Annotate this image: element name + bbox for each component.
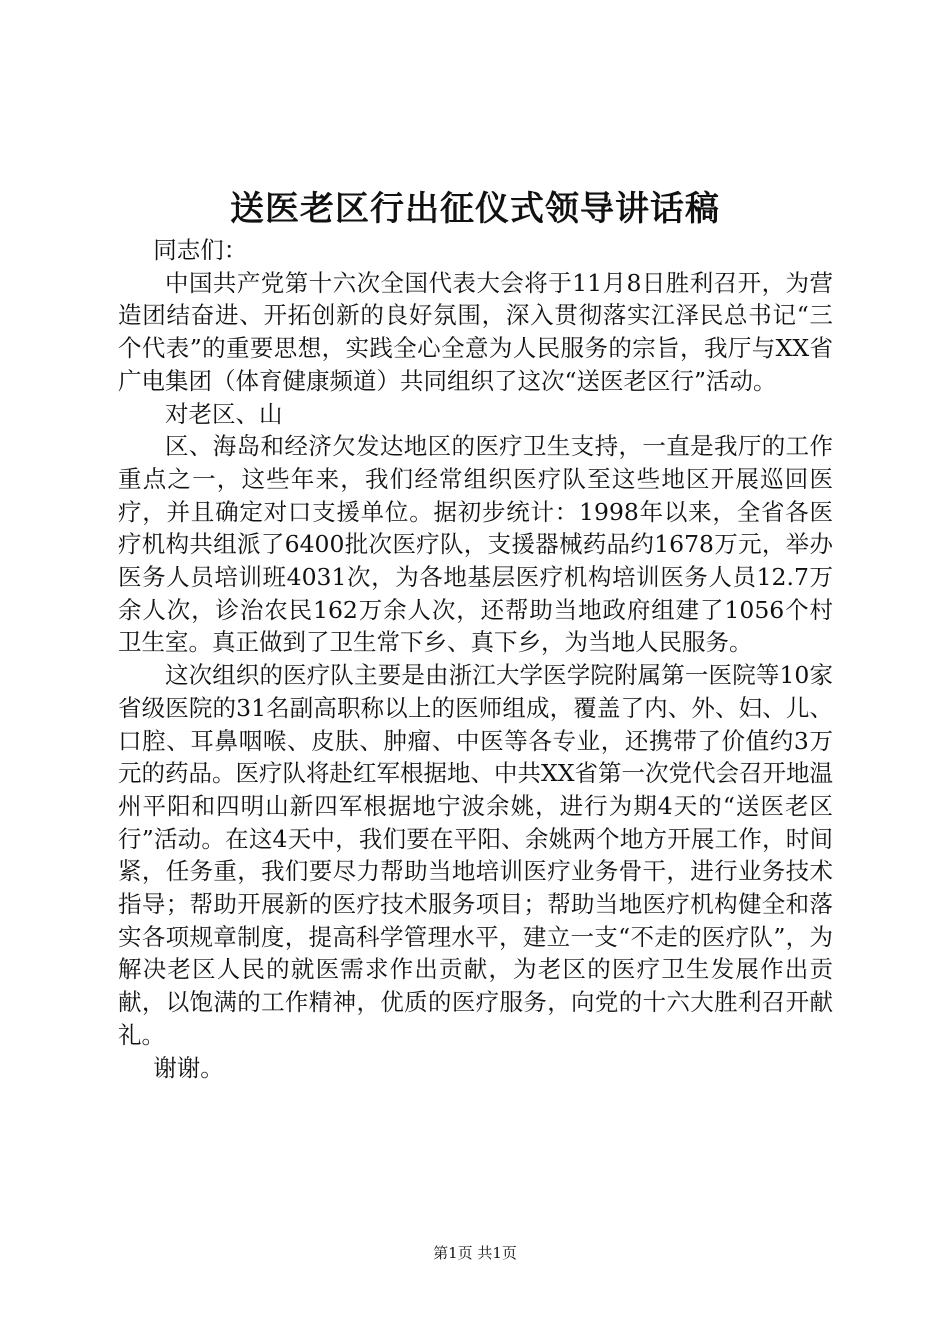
paragraph-fragment: 对老区、山 [165, 399, 283, 428]
salutation: 同志们： [153, 236, 248, 264]
paragraph-support: 区、海岛和经济欠发达地区的医疗卫生支持，一直是我厅的工作重点之一，这些年来，我们经常组织医疗队至这些地区开展巡回医疗，并且确定对口支援单位。据初步统计：1998年以来，全省各医疗机构共组派了6400批次医疗队，支援器械药品约1678万元，举办医务人员培训班4031次，为各地基层医疗机构培训医务人员12.7万余人次，诊治农民162万余人次，还帮助当地政府组建了1056个村卫生室。真正做到了卫生常下乡、真下乡，为当地人民服务。 [118, 432, 833, 657]
document-body [118, 234, 833, 1084]
closing: 谢谢。 [153, 1053, 224, 1082]
paragraph-intro: 中国共产党第十六次全国代表大会将于11月8日胜利召开，为营造团结奋进、开拓创新的良好氛围，深入贯彻落实江泽民总书记“三个代表”的重要思想，实践全心全意为人民服务的宗旨，我厅与XX省广电集团（体育健康频道）共同组织了这次“送医老区行”活动。 [118, 268, 833, 395]
page-footer: 第1页 共1页 [433, 1244, 517, 1262]
document-title: 送医老区行出征仪式领导讲话稿 [230, 189, 720, 229]
paragraph-medical-team: 这次组织的医疗队主要是由浙江大学医学院附属第一医院等10家省级医院的31名副高职称以上的医师组成，覆盖了内、外、妇、儿、口腔、耳鼻咽喉、皮肤、肿瘤、中医等各专业，还携带了价值约3万元的药品。医疗队将赴红军根据地、中共XX省第一次党代会召开地温州平阳和四明山新四军根据地宁波余姚，进行为期4天的“送医老区行”活动。在这4天中，我们要在平阳、余姚两个地方开展工作，时间紧，任务重，我们要尽力帮助当地培训医疗业务骨干，进行业务技术指导；帮助开展新的医疗技术服务项目；帮助当地医疗机构健全和落实各项规章制度，提高科学管理水平，建立一支“不走的医疗队”，为解决老区人民的就医需求作出贡献，为老区的医疗卫生发展作出贡献，以饱满的工作精神，优质的医疗服务，向党的十六大胜利召开献礼。 [118, 661, 833, 1049]
